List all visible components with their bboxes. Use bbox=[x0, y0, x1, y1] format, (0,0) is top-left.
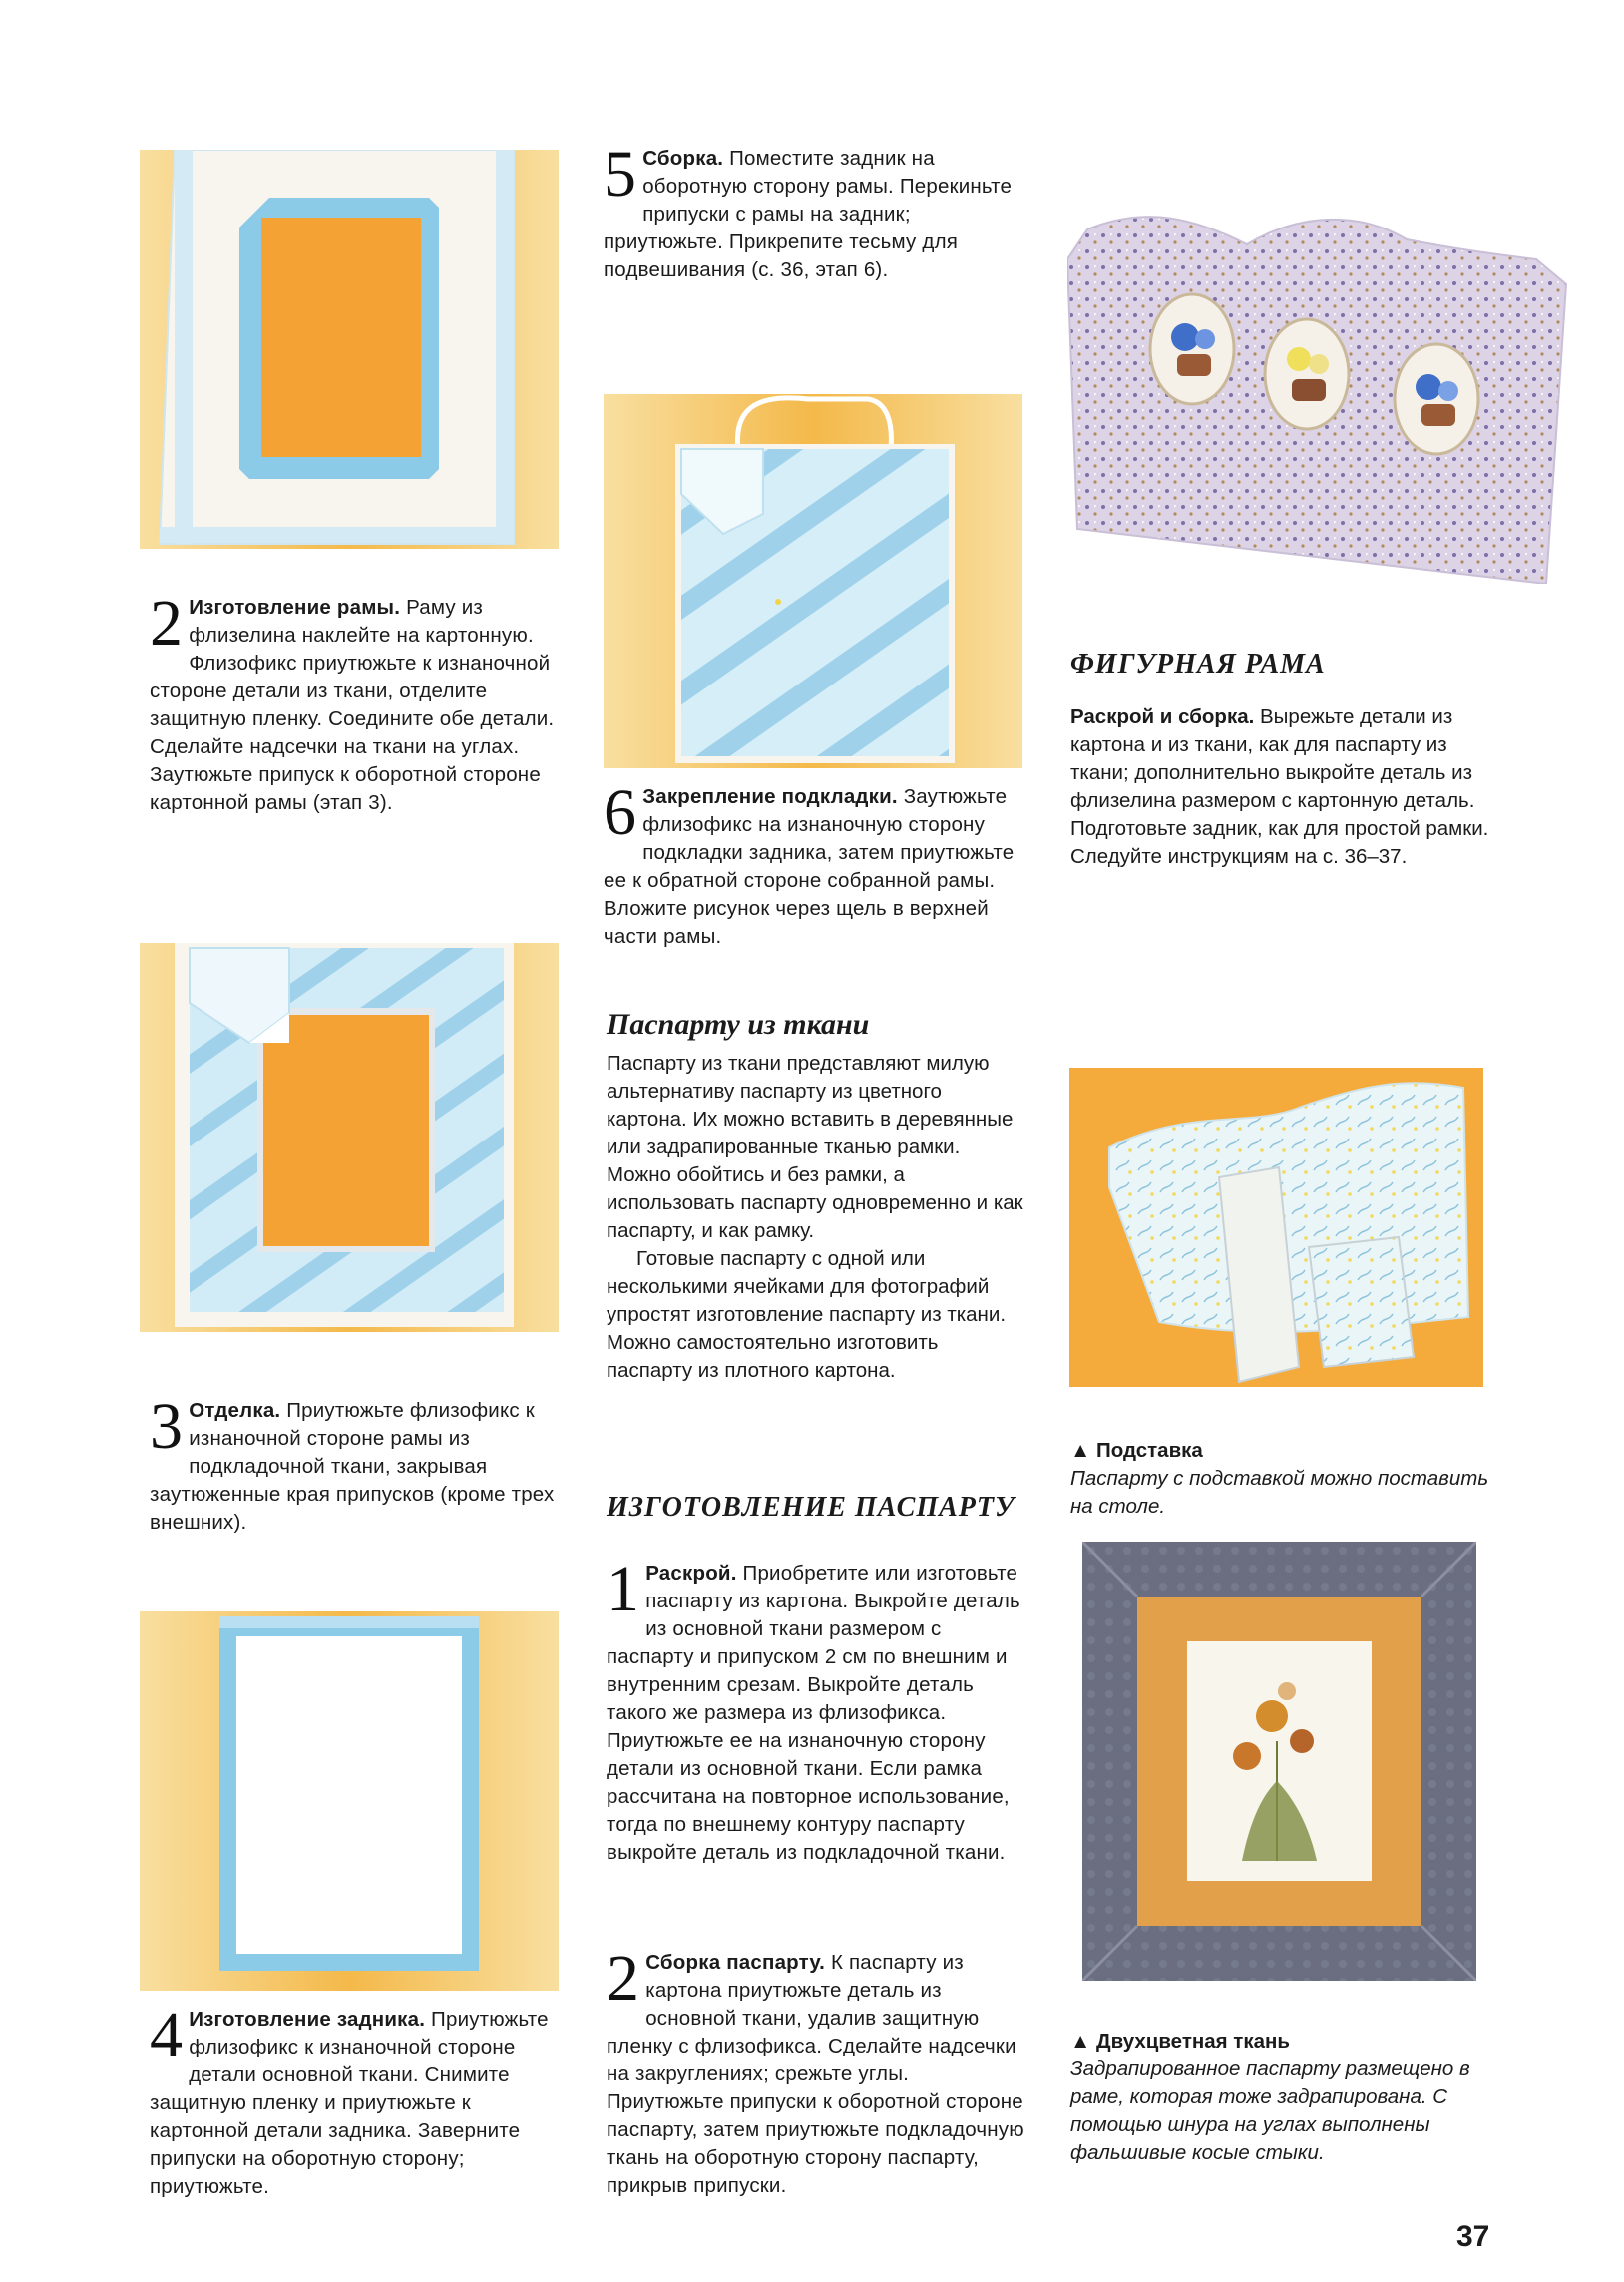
step-title: Закрепление подкладки. bbox=[642, 785, 898, 808]
paragraph: Паспарту из ткани представляют милую альтернативу паспарту из цветного картона. Их можно вставить в деревянные или задрапированные тканью рамки. Можно обойтись и без рамки, а использовать паспарту одновременно и как паспарту, и как рамку. bbox=[607, 1052, 1023, 1242]
caption-title: Подставка bbox=[1096, 1439, 1203, 1462]
step-2-frame bbox=[150, 587, 574, 817]
step-4-back bbox=[150, 1999, 574, 2201]
step-1-cutting bbox=[607, 1553, 1025, 1867]
step-text: Раму из флизелина наклейте на картонную. Флизофикс приутюжьте к изнаночной стороне детали из ткани, отделите защитную пленку. Соедините обе детали. Сделайте надсечки на ткани на углах. Заутюжьте припуск к оборотной стороне картонной рамы (этап 3). bbox=[150, 596, 555, 814]
shaped-frame-title: ФИГУРНАЯ РАМА bbox=[1070, 649, 1326, 680]
caption-body: Паспарту с подставкой можно поставить на столе. bbox=[1070, 1467, 1489, 1518]
illustration-frame-step2 bbox=[140, 150, 559, 549]
page-number: 37 bbox=[1456, 2220, 1490, 2253]
photo-two-tone-mat bbox=[1082, 1542, 1476, 1981]
caption-marker: ▲ bbox=[1070, 1439, 1091, 1462]
step-number: 5 bbox=[604, 138, 637, 211]
step-text: Приутюжьте флизофикс к изнаночной стороне рамы из подкладочной ткани, закрывая заутюженные края припусков (кроме трех внешних). bbox=[150, 1399, 555, 1534]
photo-shaped-frame bbox=[1067, 200, 1571, 584]
caption-two-tone bbox=[1070, 2028, 1489, 2167]
step-text: Вырежьте детали из картона и из ткани, как для паспарту из ткани; дополнительно выкройте деталь из флизелина размером с картонную деталь. Подготовьте задник, как для простой рамки. Следуйте инструкциям на с. 36–37. bbox=[1070, 705, 1489, 868]
step-text: Приобретите или изготовьте паспарту из картона. Выкройте деталь из основной ткани размером с паспарту и припуском 2 см по внешним и внутренним срезам. Выкройте деталь такого же размера из флизофикса. Приутюжьте ее на изнаночную сторону детали из основной ткани. Если рамка рассчитана на повторное использование, тогда по внешнему контуру паспарту выкройте деталь из подкладочной ткани. bbox=[607, 1562, 1020, 1864]
caption-title: Двухцветная ткань bbox=[1096, 2030, 1290, 2053]
step-text: Поместите задник на оборотную сторону рамы. Перекиньте припуски с рамы на задник; приутюжьте. Прикрепите тесьму для подвешивания (с. 36, этап 6). bbox=[604, 147, 1013, 281]
step-text: Приутюжьте флизофикс к изнаночной стороне детали основной ткани. Снимите защитную пленку и приутюжьте к картонной детали задника. Заверните припуски на оборотную сторону; приутюжьте. bbox=[150, 2008, 549, 2198]
caption-body: Задрапированное паспарту размещено в раме, которая тоже задрапирована. С помощью шнура на углах выполнены фальшивые косые стыки. bbox=[1070, 2057, 1470, 2164]
step-number: 4 bbox=[150, 1999, 184, 2071]
step-number: 2 bbox=[607, 1942, 640, 2015]
mat-making-title: ИЗГОТОВЛЕНИЕ ПАСПАРТУ bbox=[607, 1492, 1015, 1523]
paragraph: Готовые паспарту с одной или несколькими ячейками для фотографий упростят изготовление паспарту из ткани. Можно самостоятельно изготовить паспарту из плотного картона. bbox=[607, 1247, 1007, 1382]
step-6-lining bbox=[604, 776, 1022, 951]
step-title: Раскрой и сборка. bbox=[1070, 705, 1255, 728]
illustration-frame-step3 bbox=[140, 943, 559, 1332]
step-2-mat-assembly bbox=[607, 1942, 1025, 2200]
step-title: Сборка паспарту. bbox=[645, 1951, 826, 1974]
step-title: Изготовление задника. bbox=[189, 2008, 426, 2031]
illustration-frame-step5 bbox=[604, 394, 1022, 768]
fabric-mat-title: Паспарту из ткани bbox=[607, 1008, 870, 1041]
step-number: 3 bbox=[150, 1390, 184, 1463]
photo-stand-mat bbox=[1069, 1068, 1483, 1387]
step-number: 6 bbox=[604, 776, 637, 849]
fabric-mat-text bbox=[607, 1050, 1025, 1385]
step-text: К паспарту из картона приутюжьте деталь из основной ткани, удалив защитную пленку с флизофикса. Сделайте надсечки на закруглениях; срежьте углы. Приутюжьте припуски к оборотной стороне паспарту, затем приутюжьте подкладочную ткань на оборотную сторону паспарту, прикрыв припуски. bbox=[607, 1951, 1024, 2197]
caption-marker: ▲ bbox=[1070, 2030, 1091, 2053]
step-title: Сборка. bbox=[642, 147, 724, 170]
step-text: Заутюжьте флизофикс на изнаночную сторону подкладки задника, затем приутюжьте ее к обратной стороне собранной рамы. Вложите рисунок через щель в верхней части рамы. bbox=[604, 785, 1015, 948]
caption-stand bbox=[1070, 1437, 1489, 1521]
step-3-finishing bbox=[150, 1390, 574, 1537]
illustration-frame-step4 bbox=[140, 1611, 559, 1991]
step-title: Раскрой. bbox=[645, 1562, 737, 1585]
step-title: Изготовление рамы. bbox=[189, 596, 401, 619]
shaped-frame-step bbox=[1070, 703, 1489, 871]
step-title: Отделка. bbox=[189, 1399, 281, 1422]
step-number: 2 bbox=[150, 587, 184, 660]
step-5-assembly bbox=[604, 138, 1022, 284]
step-number: 1 bbox=[607, 1553, 640, 1625]
